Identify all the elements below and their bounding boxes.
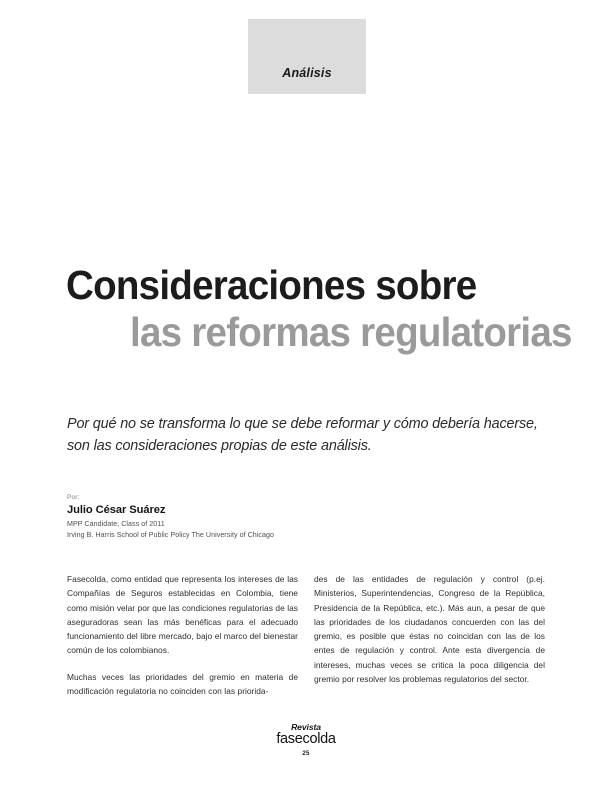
page-footer [0, 722, 612, 758]
article-title [66, 262, 572, 356]
byline [67, 493, 367, 541]
body-paragraph: des de las entidades de regulación y control (p.ej. Ministerios, Superintendencias, Congreso de la República, Presidencia de la República, etc.). Más aun, a pesar de que las prioridades de los ciudadanos concuerden con las del gremio, es posible que éstas no coincidan con las de los entes de regulación y control. Ante esta divergencia de intereses, muchas veces se critica la poca diligencia del gremio por resolver los problemas regulatorios del sector. [314, 574, 545, 685]
body-paragraph: Fasecolda, como entidad que representa los intereses de las Compañías de Seguros establecidas en Colombia, tiene como misión velar por que las condiciones regulatorias de las aseguradoras sean las más benéficas para el adecuado funcionamiento del libre mercado, bajo el marco del bienestar común de los colombianos. [67, 574, 298, 656]
article-body [67, 572, 545, 698]
body-column-left [67, 572, 298, 698]
footer-brand-logo: fasecolda [276, 731, 336, 747]
byline-author-name: Julio César Suárez [67, 504, 166, 516]
body-column-right [314, 572, 545, 698]
footer-page-number: 25 [302, 750, 310, 757]
body-paragraph: Muchas veces las prioridades del gremio en materia de modificación regulatoria no coinciden con las priorida- [67, 671, 298, 697]
section-tab [248, 19, 366, 94]
article-deck: Por qué no se transforma lo que se debe reformar y cómo debería hacerse, son las consideraciones propias de este análisis. [67, 416, 538, 454]
byline-author-role: MPP Candidate, Class of 2011 [67, 520, 165, 528]
article-title-line-1: Consideraciones sobre [66, 262, 477, 308]
byline-label: Por: [67, 494, 80, 501]
byline-author-affiliation: Irving B. Harris School of Public Policy The University of Chicago [67, 531, 274, 539]
article-title-line-2: las reformas regulatorias [130, 309, 572, 355]
section-tab-label: Análisis [282, 66, 332, 80]
footer-revista-label: Revista [291, 722, 321, 732]
